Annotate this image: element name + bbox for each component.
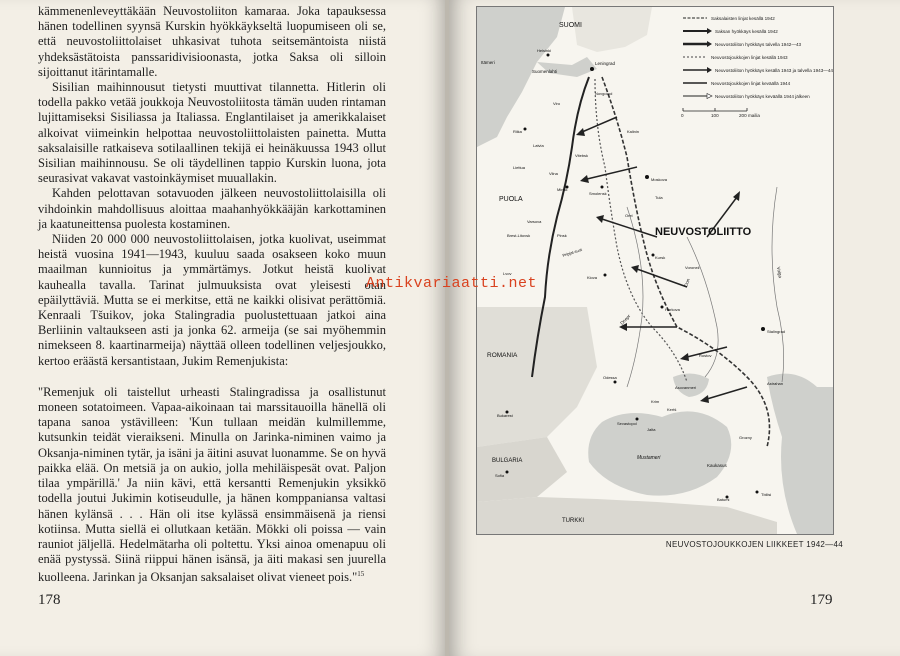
label-vitebsk: Vitebsk (575, 153, 589, 158)
legend-item-5: Neuvostoliiton hyökkäys kesällä 1943 ja talvella 1943—44 (715, 68, 833, 73)
label-kalinin: Kalinin (627, 129, 640, 134)
label-turkki: TURKKI (562, 518, 585, 524)
label-itameri: Itämeri (481, 60, 495, 65)
city-dot-stalingrad (761, 327, 765, 331)
label-voronez: Voronež (685, 265, 700, 270)
label-vilna: Vilna (549, 171, 558, 176)
label-novgorod: Novgorod (595, 91, 613, 96)
label-riika: Riika (513, 129, 522, 134)
legend-item-6: Neuvostojoukkojen linjat keväällä 1944 (711, 81, 791, 86)
quotation-text: "Remenjuk oli taistellut urheasti Stalingradissa ja osallistunut moneen sotatoimeen. Vapaa-aikoinaan tai marssitauoilla hänellä oli tapana sanoa ystävilleen: 'Kun tullaan meidän kulmillemme, kutsunkin teidät vieraikseni. Minulla on Jarinka-niminen vaimo ja Oksanja-niminen tytär, ja isäni ja äitini asuvat luonamme. Se on hyvä paikka elää. On metsiä ja on aukio, jolla mehiläispesät ovat. Paljon tilaa ympärillä.' Ja niin kävi, että kersantti Remenjukin yksikkö todella joutui Jukimin kotiseudulle, ja hänen komppaniansa valtasi hänen kylänsä . . . Hän oli itse kylässä ensimmäisenä ja riensi kotiinsa. Mutta siellä ei ollutkaan ketään. Mökki oli poissa — vain rauniot jäljellä. Hedelmätarha oli poltettu. Yksi ainoa omenapuu oli enää pystyssä. Siinä riippui hänen isänsä, ja äiti makasi sen juurella kuolleena. Jarinkan ja Oksanjan saksalaiset olivat vieneet pois." (38, 384, 386, 585)
label-liettua: Liettua (513, 165, 526, 170)
label-krim: Krim (651, 399, 660, 404)
label-viro: Viro (553, 101, 561, 106)
map-figure (476, 6, 834, 535)
city-dot-odessa (614, 381, 617, 384)
left-page (0, 0, 447, 656)
left-page-text (38, 4, 386, 586)
label-smolensk: Smolensk (589, 191, 607, 196)
label-varsova: Varsova (527, 219, 542, 224)
label-bukarest: Bukarest (497, 413, 513, 418)
label-mustameri: Mustameri (637, 455, 661, 461)
label-dnepr: Dnepr (619, 313, 632, 326)
city-dot-tbilisi (756, 491, 759, 494)
paragraph-4: Niiden 20 000 000 neuvostoliittolaisen, jotka kuolivat, useimmat heistä vuosina 1941—1943, kuuluu saada osakseen koko muun maailman kunnioitus ja ymmärtämys. Jotkut heistä kuolivat kauhealla tavalla. Tarinat julmuuksista ovat yleisesti otan epäilyttäviä. Mutta se ei merkitse, että ne kaikki olisivat perättömiä. Kenraali Tšuikov, joka Stalingradia puolustettuaan jatkoi aina Berliinin valtaukseen asti ja jonka 62. armeija (se sai myöhemmin nimekseen 8. kaartinarmeija) näyttää olleen todellinen veljesjoukko, kertoo eräästä kersantistaan, Jukim Remenjukista: (38, 232, 386, 368)
watermark: Antikvariaatti.net (366, 275, 538, 292)
scale-label-0: 0 (681, 113, 684, 118)
label-lvov: Lvov (503, 271, 512, 276)
quotation (38, 385, 386, 586)
label-latvia: Latvia (533, 143, 544, 148)
label-batumi: Batumi (717, 497, 730, 502)
label-neuvostoliitto: NEUVOSTOLIITTO (655, 226, 752, 238)
label-jalta: Jalta (647, 427, 656, 432)
label-harkova: Harkova (665, 307, 680, 312)
city-dot-sofia (506, 471, 509, 474)
paragraph-1: kämmenenleveyttäkään Neuvostoliiton kamaraa. Joka tapauksessa hänen todellinen syynsä Kurskin hyökkäykseltä luopumiseen oli se, että neuvostoliittolaiset uhkasivat tuhota seitsemäntoista niistä yhdeksästätoista panssaridivisioonasta, jotka Saksa oli silloin sijoittanut itärintamalle. (38, 4, 386, 79)
city-dot-harkova (661, 306, 664, 309)
page-number-right: 179 (810, 592, 833, 608)
paragraph-3: Kahden pelottavan sotavuoden jälkeen neuvostoliittolaisilla oli vihdoinkin mahdollisuus aloittaa maahanhyökkääjän karkottaminen ja kaatuneittensa puolesta kostaminen. (38, 186, 386, 231)
label-suomenlahti: Suomenlahti (532, 69, 558, 74)
label-helsinki: Helsinki (537, 48, 552, 53)
label-sevastopol: Sevastopol (617, 421, 637, 426)
label-brest: Brest-Litovsk (507, 233, 531, 238)
label-don: Don (683, 277, 691, 288)
legend-item-1: Saksalaisten linjat kesällä 1942 (711, 16, 775, 21)
label-stalingrad: Stalingrad (767, 329, 786, 334)
label-kiova: Kiova (587, 275, 598, 280)
legend-item-2: Saksan hyökkäys kesällä 1942 (715, 29, 778, 34)
label-grozny: Grozny (739, 435, 752, 440)
paragraph-2: Sisilian maihinnousut tietysti muuttivat tilannetta. Hitlerin oli todella pakko vetää joukkoja Neuvostoliitosta tämän uuden rintaman lujittamiseksi Sisiliassa ja Italiassa. Englantilaiset ja amerikkalaiset alkoivat viimeinkin helpottaa neuvostoliittolaisten painetta. Mutta saksalaisille ratkaiseva sotilaallinen tekijä ei heinäkuussa 1943 ollut Sisilian maihinnousu. Se oli täydellinen tappio Kurskin luona, jota seurasivat vakavat vastoinkäymiset muuallakin. (38, 80, 386, 186)
label-kursk: Kursk (655, 255, 666, 260)
label-puola: PUOLA (499, 196, 523, 203)
label-tula: Tula (655, 195, 663, 200)
label-asovanmeri: Asovanmeri (675, 385, 697, 390)
map-caption: NEUVOSTOJOUKKOJEN LIIKKEET 1942—44 (665, 540, 843, 549)
scale-label-200: 200 mailia (739, 113, 760, 118)
label-rostov: Rostov (699, 353, 712, 358)
label-moskova: Moskova (651, 177, 668, 182)
city-dot-riika (524, 128, 527, 131)
map-svg (477, 7, 833, 534)
page-number-left: 178 (38, 592, 61, 608)
label-volga: Volga (776, 266, 783, 279)
label-kaukasus: Kaukasus (707, 463, 727, 468)
city-dot-leningrad (590, 67, 594, 71)
label-astrahan: Astrahan (767, 381, 784, 386)
scale-label-100: 100 (711, 113, 719, 118)
label-suomi: SUOMI (559, 22, 582, 29)
label-pripjat: Pripjat-suot (561, 246, 583, 258)
city-dot-smolensk (601, 186, 604, 189)
legend-item-4: Neuvostojoukkojen linjat kesällä 1943 (711, 55, 788, 60)
label-leningrad: Leningrad (595, 61, 616, 66)
legend-item-7: Neuvostoliiton hyökkäys keväällä 1944 jälkeen (715, 94, 810, 99)
label-bulgaria: BULGARIA (492, 458, 523, 464)
label-tbilisi: Tbilisi (761, 492, 772, 497)
label-sofia: Sofia (495, 473, 505, 478)
footnote-ref: 15 (357, 570, 365, 579)
city-dot-helsinki (547, 54, 550, 57)
label-pinsk: Pinsk (557, 233, 567, 238)
city-dot-moskova (645, 175, 649, 179)
label-minsk: Minsk (557, 187, 568, 192)
label-odessa: Odessa (603, 375, 617, 380)
label-romania: ROMANIA (487, 352, 518, 359)
legend-item-3: Neuvostoliiton hyökkäys talvella 1942—43 (715, 42, 802, 47)
label-kerts: Kertš (667, 407, 677, 412)
label-orel: Orel (625, 213, 633, 218)
city-dot-kiova (604, 274, 607, 277)
